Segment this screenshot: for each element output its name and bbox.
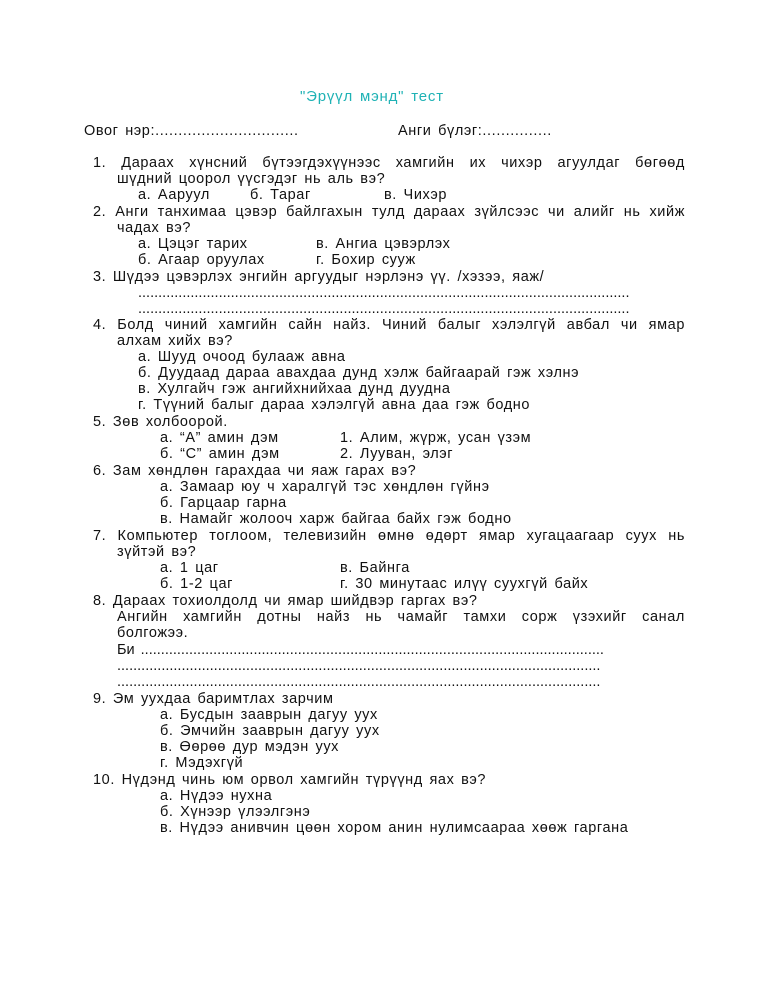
answer-line: Би ................................................................................................................... [117, 642, 604, 658]
question-2-text-cont: чадах вэ? [117, 220, 191, 236]
question-1-text-cont: шүдний цоорол үүсгэдэг нь аль вэ? [117, 171, 386, 187]
question-10-option-c: в. Нүдээ анивчин цөөн хором анин нулимсаараа хөөж гаргана [160, 820, 629, 836]
question-2-option-b: в. Ангиа цэвэрлэх [316, 236, 451, 252]
answer-line: ........................................................................................................................ [117, 674, 601, 690]
answer-line: ........................................................................................................................ [117, 658, 601, 674]
question-2-option-c: б. Агаар оруулах [138, 252, 265, 268]
question-5-text: 5. Зөв холбоорой. [93, 414, 228, 430]
question-9-option-c: в. Өөрөө дур мэдэн уух [160, 739, 340, 755]
answer-line: .......................................................................................................................... [138, 301, 630, 317]
question-7-text-cont: зүйтэй вэ? [117, 544, 197, 560]
question-9-option-b: б. Эмчийн зааврын дагуу уух [160, 723, 380, 739]
question-1-option-a: а. Ааруул [138, 187, 210, 203]
question-7-text: 7. Компьютер тоглоом, телевизийн өмнө өдөрт ямар хугацаагаар суух нь [93, 528, 685, 544]
question-7-option-d: г. 30 минутаас илүү суухгүй байх [340, 576, 589, 592]
question-2-option-d: г. Бохир сууж [316, 252, 416, 268]
question-10-option-a: а. Нүдээ нухна [160, 788, 273, 804]
question-4-text: 4. Болд чиний хамгийн сайн найз. Чиний балыг хэлэлгүй авбал чи ямар [93, 317, 685, 333]
question-6-option-c: в. Намайг жолооч харж байгаа байх гэж бодно [160, 511, 512, 527]
question-5-option-a: а. “А” амин дэм [160, 430, 279, 446]
answer-line: .......................................................................................................................... [138, 285, 630, 301]
question-4-text-cont: алхам хийх вэ? [117, 333, 233, 349]
question-1-option-c: в. Чихэр [384, 187, 448, 203]
question-5-option-b: б. “С” амин дэм [160, 446, 280, 462]
question-4-option-c: в. Хулгайч гэж ангийхнийхаа дунд дуудна [138, 381, 451, 397]
question-7-option-b: в. Байнга [340, 560, 410, 576]
question-1-option-b: б. Тараг [250, 187, 311, 203]
question-10-text: 10. Нүдэнд чинь юм орвол хамгийн түрүүнд яах вэ? [93, 772, 487, 788]
question-6-option-b: б. Гарцаар гарна [160, 495, 287, 511]
question-9-option-d: г. Мэдэхгүй [160, 755, 244, 771]
question-8-scenario-cont: болгожээ. [117, 625, 189, 641]
question-8-text: 8. Дараах тохиолдолд чи ямар шийдвэр гаргах вэ? [93, 593, 478, 609]
question-3-text: 3. Шүдээ цэвэрлэх энгийн аргуудыг нэрлэнэ үү. /хэзээ, яаж/ [93, 269, 545, 285]
question-5-match-1: 1. Алим, жүрж, усан үзэм [340, 430, 532, 446]
question-1-text: 1. Дараах хүнсний бүтээгдэхүүнээс хамгийн их чихэр агуулдаг бөгөөд [93, 155, 685, 171]
question-9-text: 9. Эм уухдаа баримтлах зарчим [93, 691, 334, 707]
name-field-label: Овог нэр:............................... [84, 123, 299, 139]
question-2-option-a: а. Цэцэг тарих [138, 236, 248, 252]
question-5-match-2: 2. Лууван, элэг [340, 446, 454, 462]
question-2-text: 2. Анги танхимаа цэвэр байлгахын тулд дараах зүйлсээс чи алийг нь хийж [93, 204, 685, 220]
page-title: "Эрүүл мэнд" тест [300, 88, 444, 105]
question-6-option-a: а. Замаар юу ч харалгүй тэс хөндлөн гүйнэ [160, 479, 490, 495]
class-field-label: Анги бүлэг:............... [398, 123, 552, 139]
question-8-scenario: Ангийн хамгийн дотны найз нь чамайг тамхи сорж үзэхийг санал [117, 609, 685, 625]
question-9-option-a: а. Бусдын зааврын дагуу уух [160, 707, 378, 723]
question-7-option-c: б. 1-2 цаг [160, 576, 234, 592]
question-7-option-a: а. 1 цаг [160, 560, 219, 576]
question-4-option-a: а. Шууд очоод булааж авна [138, 349, 346, 365]
question-4-option-b: б. Дуудаад дараа авахдаа дунд хэлж байгаарай гэж хэлнэ [138, 365, 580, 381]
question-4-option-d: г. Түүний балыг дараа хэлэлгүй авна даа гэж бодно [138, 397, 531, 413]
question-10-option-b: б. Хүнээр үлээлгэнэ [160, 804, 311, 820]
question-6-text: 6. Зам хөндлөн гарахдаа чи яаж гарах вэ? [93, 463, 417, 479]
